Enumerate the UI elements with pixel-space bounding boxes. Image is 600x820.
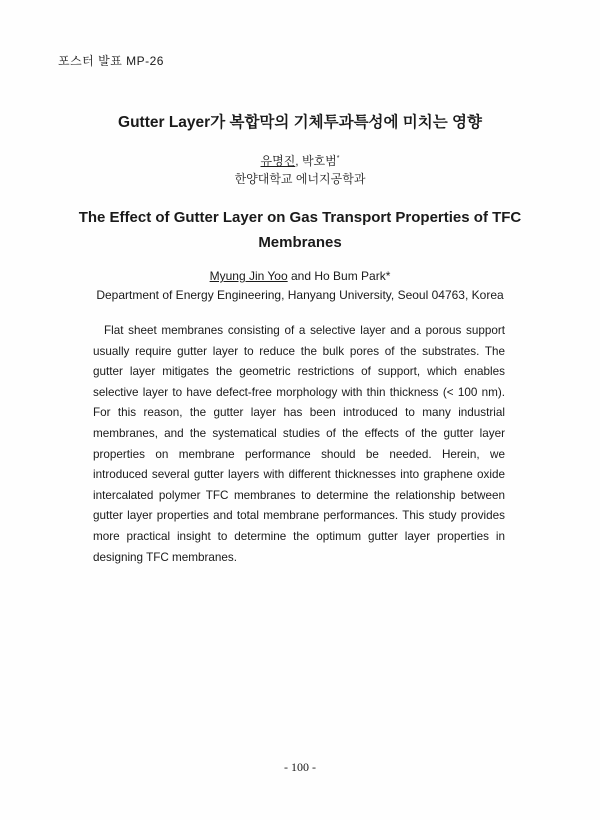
korean-author-separator: , bbox=[295, 154, 302, 168]
korean-corresponding-author: 박호범 bbox=[301, 154, 337, 168]
english-presenting-author: Myung Jin Yoo bbox=[209, 269, 288, 283]
korean-title: Gutter Layer가 복합막의 기체투과특성에 미치는 영향 bbox=[118, 114, 482, 131]
page-number: - 100 - bbox=[284, 760, 316, 774]
abstract-paragraph: Flat sheet membranes consisting of a selective layer and a porous support usually require gutter layer to reduce the bulk pores of the substrates. The gutter layer mitigates the geometric restrictions of support, which enables selective layer to have defect-free morphology with thin thickness (< 100 nm). For this reason, the gutter layer has been introduced to many industrial membranes, and the systematical studies of the effects of the gutter layer properties on membrane performance should be needed. Herein, we introduced several gutter layers with different thicknesses into graphene oxide intercalated polymer TFC membranes to determine the relationship between gutter layer properties and total membrane performances. This study provides more practical insight to determine the optimum gutter layer properties in designing TFC membranes. bbox=[93, 324, 505, 564]
poster-session-label: 포스터 발표 MP-26 bbox=[58, 54, 164, 68]
korean-authors bbox=[0, 152, 600, 169]
english-title: The Effect of Gutter Layer on Gas Transport Properties of TFC Membranes bbox=[78, 209, 522, 251]
korean-affiliation: 한양대학교 에너지공학과 bbox=[234, 172, 366, 186]
english-author-joiner: and bbox=[287, 269, 315, 283]
corresponding-mark: * bbox=[336, 155, 340, 162]
korean-presenting-author: 유명진 bbox=[260, 154, 296, 168]
english-authors bbox=[0, 269, 600, 283]
english-corresponding-author: Ho Bum Park* bbox=[314, 269, 391, 283]
english-affiliation: Department of Energy Engineering, Hanyang University, Seoul 04763, Korea bbox=[96, 288, 504, 302]
